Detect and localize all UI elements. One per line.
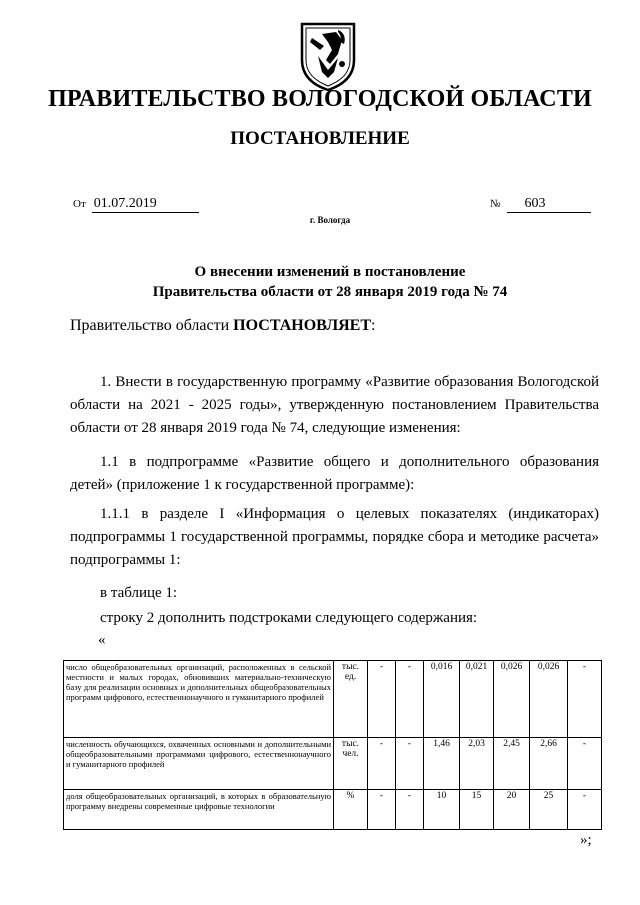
table-cell: 0,026 (494, 661, 530, 738)
table-cell: - (568, 738, 602, 790)
date-field (73, 196, 199, 213)
table-cell: - (396, 790, 424, 830)
subject-line-1: О внесении изменений в постановление (194, 264, 466, 280)
document-subject (60, 262, 600, 302)
intro-bold: ПОСТАНОВЛЯЕТ (233, 317, 372, 334)
table-cell: - (396, 661, 424, 738)
intro-suffix: : (371, 317, 376, 334)
table-cell: 10 (424, 790, 460, 830)
number-field (490, 196, 591, 213)
date-value: 01.07.2019 (92, 196, 199, 213)
intro-paragraph (70, 317, 375, 335)
indicator-name: число общеобразовательных организаций, расположенных в сельской местности и малых городах, обновивших материально-техническую базу для реализации основных и дополнительных общеобразовательных программ цифрового, естественнонаучного и гуманитарного профилей (64, 661, 334, 738)
table-cell: - (368, 738, 396, 790)
table-cell: 2,66 (530, 738, 568, 790)
table-row (64, 738, 602, 790)
organization-title: ПРАВИТЕЛЬСТВО ВОЛОГОДСКОЙ ОБЛАСТИ (48, 86, 592, 112)
quote-open: « (98, 632, 106, 648)
table-cell: - (396, 738, 424, 790)
paragraph-1-1: 1.1 в подпрограмме «Развитие общего и дополнительного образования детей» (приложение 1 к государственной программе): (70, 454, 599, 493)
table-cell: 2,45 (494, 738, 530, 790)
table-cell: 1,46 (424, 738, 460, 790)
number-prefix: № (490, 198, 501, 210)
table-cell: 25 (530, 790, 568, 830)
quote-close: »; (580, 832, 592, 848)
document-type: ПОСТАНОВЛЕНИЕ (230, 128, 410, 149)
date-prefix: От (73, 198, 86, 210)
table-cell: 15 (460, 790, 494, 830)
number-value: 603 (507, 196, 591, 213)
indicator-name: доля общеобразовательных организаций, в которых в образовательную программу внедрены современные цифровые технологии (64, 790, 334, 830)
table-cell: - (568, 790, 602, 830)
subject-line-2: Правительства области от 28 января 2019 года № 74 (152, 284, 508, 300)
table-cell: - (368, 790, 396, 830)
indicator-unit: тыс. чел. (334, 738, 368, 790)
table-cell: 0,026 (530, 661, 568, 738)
table-row (64, 790, 602, 830)
paragraph-1-1-1: 1.1.1 в разделе I «Информация о целевых показателях (индикаторах) подпрограммы 1 государственной программы, порядке сбора и методике расчета» подпрограммы 1: (70, 506, 599, 568)
table-cell: 2,03 (460, 738, 494, 790)
table-cell: 20 (494, 790, 530, 830)
table-cell: 0,021 (460, 661, 494, 738)
indicators-table (63, 660, 602, 830)
indicator-name: численность обучающихся, охваченных основными и дополнительными общеобразовательными программами цифрового, естественнонаучного и гуманитарного профилей (64, 738, 334, 790)
paragraph-table-1: в таблице 1: (100, 585, 178, 601)
table-cell: - (568, 661, 602, 738)
city: г. Вологда (309, 215, 351, 225)
indicator-unit: тыс. ед. (334, 661, 368, 738)
paragraph-1: 1. Внести в государственную программу «Развитие образования Вологодской области на 2021 - 2025 годы», утвержденную постановлением Правительства области от 28 января 2019 года № 74, следующие изменения: (70, 374, 599, 436)
paragraph-row-2: строку 2 дополнить подстроками следующего содержания: (100, 610, 478, 626)
indicator-unit: % (334, 790, 368, 830)
intro-text: Правительство области (70, 317, 230, 334)
coat-of-arms-icon (298, 20, 358, 92)
table-row (64, 661, 602, 738)
table-cell: 0,016 (424, 661, 460, 738)
table-cell: - (368, 661, 396, 738)
